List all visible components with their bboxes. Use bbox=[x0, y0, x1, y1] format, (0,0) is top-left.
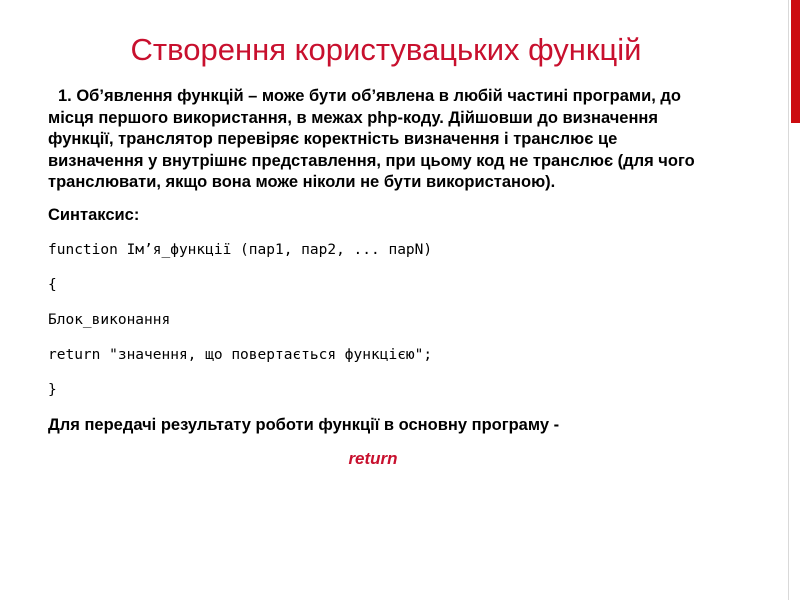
code-line-function-signature: function Ім’я_функції (пар1, пар2, ... парN) bbox=[48, 241, 433, 258]
code-line-open-brace: { bbox=[48, 276, 57, 293]
return-keyword: return bbox=[348, 448, 398, 468]
slide-title: Створення користувацьких функцій bbox=[130, 32, 642, 67]
code-line-close-brace: } bbox=[48, 381, 57, 398]
code-line-return: return "значення, що повертається функцією"; bbox=[48, 346, 433, 363]
red-accent-bar bbox=[791, 0, 800, 123]
paragraph-text: 1. Об’явлення функцій – може бути об’явлена в любій частині програми, до місця першого використання, в межах php-коду. Дійшовши до визначення функції, транслятор перевіряє коректність визначення і транслює це визначення у внутрішнє представлення, при цьому код не транслює (для чого транслювати, якщо вона може ніколи не бути використаною). bbox=[48, 87, 695, 191]
right-edge-line bbox=[788, 0, 789, 600]
result-transfer-text: Для передачі результату роботи функції в основну програму - bbox=[48, 415, 560, 434]
code-line-body: Блок_виконання bbox=[48, 311, 171, 328]
slide-content bbox=[48, 86, 708, 470]
function-declaration-paragraph bbox=[48, 86, 708, 194]
syntax-label: Синтаксис: bbox=[48, 205, 140, 224]
